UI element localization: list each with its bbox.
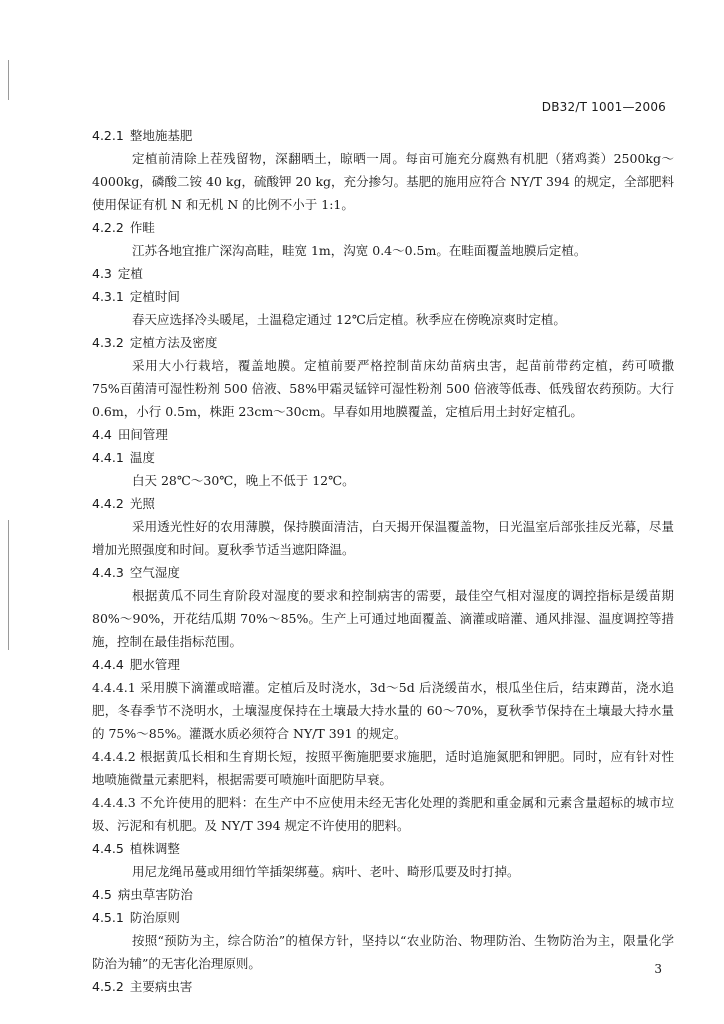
section-title: 空气湿度	[129, 565, 180, 580]
section-heading	[92, 906, 674, 929]
clause-text: 根据黄瓜长相和生育期长短，按照平衡施肥要求施肥，适时追施氮肥和钾肥。同时，应有针对性地喷施微量元素肥料，根据需要可喷施叶面肥防早衰。	[92, 749, 674, 787]
section-heading	[92, 561, 674, 584]
section-title: 定植方法及密度	[129, 335, 218, 350]
section-heading	[92, 883, 674, 906]
paragraph: 采用透光性好的农用薄膜，保持膜面清洁，白天揭开保温覆盖物，日光温室后部张挂反光幕，尽量增加光照强度和时间。夏秋季节适当遮阳降温。	[92, 519, 674, 557]
clause-number: 4.4.4.3	[92, 795, 136, 810]
section-title: 定植时间	[129, 289, 180, 304]
section-title: 作畦	[129, 220, 155, 235]
section-title: 病虫草害防治	[117, 887, 193, 902]
section-heading	[92, 446, 674, 469]
section-heading	[92, 975, 674, 998]
section-number: 4.2.2	[92, 220, 124, 235]
clause-number: 4.4.4.2	[92, 749, 136, 764]
numbered-clause	[92, 676, 674, 745]
paragraph: 用尼龙绳吊蔓或用细竹竿插架绑蔓。病叶、老叶、畸形瓜要及时打掉。	[132, 864, 520, 879]
section-number: 4.4.1	[92, 450, 124, 465]
section-title: 整地施基肥	[129, 128, 193, 143]
section-title: 光照	[129, 496, 155, 511]
section-number: 4.4.5	[92, 841, 124, 856]
document-code: DB32/T 1001—2006	[541, 100, 666, 114]
section-title: 植株调整	[129, 841, 180, 856]
section-heading	[92, 653, 674, 676]
section-number: 4.4.2	[92, 496, 124, 511]
section-title: 定植	[117, 266, 143, 281]
section-heading	[92, 423, 674, 446]
section-heading	[92, 285, 674, 308]
section-number: 4.5.1	[92, 910, 124, 925]
paragraph: 按照“预防为主，综合防治”的植保方针，坚持以“农业防治、物理防治、生物防治为主，限量化学防治为辅”的无害化治理原则。	[92, 933, 674, 971]
paragraph: 定植前清除上茬残留物，深翻晒土，晾晒一周。每亩可施充分腐熟有机肥（猪鸡粪）2500kg～4000kg，磷酸二铵 40 kg，硫酸钾 20 kg，充分掺匀。基肥的施用应符合 NY/T 394 的规定，全部肥料使用保证有机 N 和无机 N 的比例不小于 1:1。	[92, 151, 674, 212]
clause-text: 采用膜下滴灌或暗灌。定植后及时浇水，3d～5d 后浇缓苗水，根瓜坐住后，结束蹲苗，浇水追肥，冬春季节不浇明水，土壤湿度保持在土壤最大持水量的 60～70%，夏秋季节保持在土壤最大持水量的 75%～85%。灌溉水质必须符合 NY/T 391 的规定。	[92, 680, 674, 741]
left-margin-line	[8, 520, 9, 650]
section-heading	[92, 262, 674, 285]
numbered-clause	[92, 745, 674, 791]
section-number: 4.2.1	[92, 128, 124, 143]
paragraph: 白天 28℃～30℃，晚上不低于 12℃。	[132, 473, 355, 488]
section-number: 4.3.2	[92, 335, 124, 350]
section-title: 肥水管理	[129, 657, 180, 672]
section-heading	[92, 124, 674, 147]
section-number: 4.3	[92, 266, 112, 281]
paragraph: 根据黄瓜不同生育阶段对湿度的要求和控制病害的需要，最佳空气相对湿度的调控指标是缓苗期 80%～90%，开花结瓜期 70%～85%。生产上可通过地面覆盖、滴灌或暗灌、通风排湿、温度调控等措施，控制在最佳指标范围。	[92, 588, 674, 649]
document-body	[92, 124, 674, 998]
section-number: 4.5.2	[92, 979, 124, 994]
paragraph: 春天应选择冷头暖尾，土温稳定通过 12℃后定植。秋季应在傍晚凉爽时定植。	[132, 312, 566, 327]
numbered-clause	[92, 791, 674, 837]
section-number: 4.3.1	[92, 289, 124, 304]
clause-text: 不允许使用的肥料：在生产中不应使用未经无害化处理的粪肥和重金属和元素含量超标的城市垃圾、污泥和有机肥。及 NY/T 394 规定不许使用的肥料。	[92, 795, 674, 833]
section-title: 防治原则	[129, 910, 180, 925]
section-title: 主要病虫害	[129, 979, 193, 994]
section-title: 田间管理	[117, 427, 168, 442]
section-heading	[92, 837, 674, 860]
paragraph: 江苏各地宜推广深沟高畦，畦宽 1m，沟宽 0.4～0.5m。在畦面覆盖地膜后定植。	[132, 243, 587, 258]
section-number: 4.4	[92, 427, 112, 442]
left-margin-line	[8, 60, 9, 100]
paragraph: 采用大小行栽培，覆盖地膜。定植前要严格控制苗床幼苗病虫害，起苗前带药定植，药可喷撒 75%百菌清可湿性粉剂 500 倍液、58%甲霜灵锰锌可湿性粉剂 500 倍液等低毒、低残留农药预防。大行 0.6m，小行 0.5m，株距 23cm～30cm。早春如用地膜覆盖，定植后用土封好定植孔。	[92, 358, 674, 419]
clause-number: 4.4.4.1	[92, 680, 136, 695]
section-number: 4.4.3	[92, 565, 124, 580]
section-heading	[92, 492, 674, 515]
section-number: 4.4.4	[92, 657, 124, 672]
section-number: 4.5	[92, 887, 112, 902]
section-heading	[92, 331, 674, 354]
section-title: 温度	[129, 450, 155, 465]
page-number: 3	[654, 962, 662, 976]
section-heading	[92, 216, 674, 239]
